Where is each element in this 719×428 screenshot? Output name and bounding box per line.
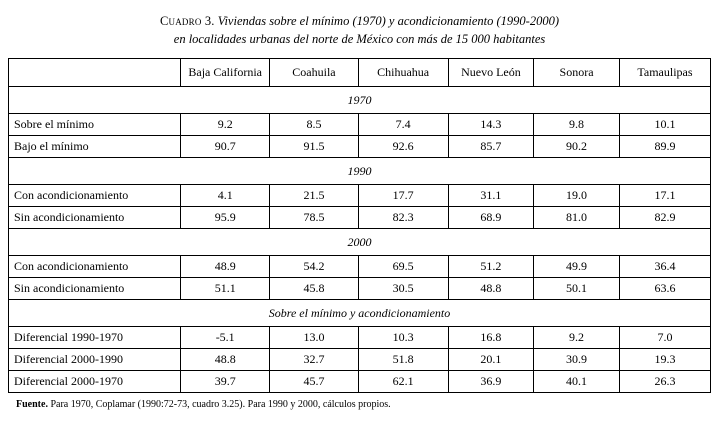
table-cell: 40.1 <box>534 371 620 393</box>
table-row <box>9 278 711 300</box>
table-cell: 51.1 <box>180 278 269 300</box>
table-row <box>9 327 711 349</box>
table-cell: 68.9 <box>448 207 533 229</box>
table-cell: 19.0 <box>534 185 620 207</box>
row-label: Sin acondicionamiento <box>9 207 181 229</box>
table-cell: 30.5 <box>358 278 448 300</box>
table-cell: 9.8 <box>534 114 620 136</box>
section-header-row <box>9 229 711 256</box>
table-cell: 45.8 <box>270 278 358 300</box>
table-cell: 89.9 <box>619 136 710 158</box>
table-cell: 17.1 <box>619 185 710 207</box>
row-label: Bajo el mínimo <box>9 136 181 158</box>
table-cell: 81.0 <box>534 207 620 229</box>
column-header-nuevo-leon: Nuevo León <box>448 59 533 87</box>
column-header-baja-california: Baja California <box>180 59 269 87</box>
table-cell: 19.3 <box>619 349 710 371</box>
table-cell: 31.1 <box>448 185 533 207</box>
column-header-sonora: Sonora <box>534 59 620 87</box>
source-label: Fuente. <box>16 399 48 411</box>
section-title-1970: 1970 <box>9 87 711 114</box>
column-header-coahuila: Coahuila <box>270 59 358 87</box>
row-label: Con acondicionamiento <box>9 256 181 278</box>
table-cell: 8.5 <box>270 114 358 136</box>
row-label: Diferencial 2000-1990 <box>9 349 181 371</box>
table-row <box>9 207 711 229</box>
table-row <box>9 256 711 278</box>
table-row <box>9 185 711 207</box>
section-header-row <box>9 158 711 185</box>
table-corner-cell <box>9 59 181 87</box>
table-cell: 39.7 <box>180 371 269 393</box>
table-caption <box>8 12 711 48</box>
table-cell: 7.0 <box>619 327 710 349</box>
row-label: Sobre el mínimo <box>9 114 181 136</box>
table-row <box>9 371 711 393</box>
table-cell: 20.1 <box>448 349 533 371</box>
table-cell: 17.7 <box>358 185 448 207</box>
row-label: Con acondicionamiento <box>9 185 181 207</box>
table-cell: 13.0 <box>270 327 358 349</box>
caption-line2: en localidades urbanas del norte de México con más de 15 000 habitantes <box>173 32 546 47</box>
data-table <box>8 58 711 393</box>
table-cell: 78.5 <box>270 207 358 229</box>
table-cell: 9.2 <box>180 114 269 136</box>
table-cell: 90.7 <box>180 136 269 158</box>
table-cell: 10.3 <box>358 327 448 349</box>
table-cell: 51.2 <box>448 256 533 278</box>
table-row <box>9 136 711 158</box>
table-cell: 7.4 <box>358 114 448 136</box>
table-row <box>9 349 711 371</box>
table-cell: 82.3 <box>358 207 448 229</box>
table-cell: 63.6 <box>619 278 710 300</box>
table-cell: 49.9 <box>534 256 620 278</box>
table-cell: 51.8 <box>358 349 448 371</box>
table-cell: 54.2 <box>270 256 358 278</box>
table-cell: 85.7 <box>448 136 533 158</box>
column-header-tamaulipas: Tamaulipas <box>619 59 710 87</box>
row-label: Diferencial 1990-1970 <box>9 327 181 349</box>
table-cell: 62.1 <box>358 371 448 393</box>
table-cell: 14.3 <box>448 114 533 136</box>
table-cell: 9.2 <box>534 327 620 349</box>
table-cell: 48.8 <box>180 349 269 371</box>
table-cell: 91.5 <box>270 136 358 158</box>
table-cell: 4.1 <box>180 185 269 207</box>
column-header-chihuahua: Chihuahua <box>358 59 448 87</box>
source-text: Para 1970, Coplamar (1990:72-73, cuadro 3.25). Para 1990 y 2000, cálculos propios. <box>50 399 391 411</box>
table-cell: 26.3 <box>619 371 710 393</box>
table-cell: 32.7 <box>270 349 358 371</box>
section-title-2000: 2000 <box>9 229 711 256</box>
table-cell: 82.9 <box>619 207 710 229</box>
table-cell: 90.2 <box>534 136 620 158</box>
table-cell: 95.9 <box>180 207 269 229</box>
table-source-note <box>16 399 703 410</box>
caption-label: Cuadro 3. <box>159 14 215 28</box>
table-cell: 48.9 <box>180 256 269 278</box>
table-row <box>9 114 711 136</box>
table-cell: 69.5 <box>358 256 448 278</box>
table-cell: 10.1 <box>619 114 710 136</box>
table-cell: 48.8 <box>448 278 533 300</box>
table-cell: 36.9 <box>448 371 533 393</box>
section-header-row <box>9 87 711 114</box>
table-cell: 92.6 <box>358 136 448 158</box>
table-cell: 45.7 <box>270 371 358 393</box>
row-label: Sin acondicionamiento <box>9 278 181 300</box>
table-cell: 36.4 <box>619 256 710 278</box>
table-cell: 21.5 <box>270 185 358 207</box>
section-header-row <box>9 300 711 327</box>
section-title-diferencial: Sobre el mínimo y acondicionamiento <box>9 300 711 327</box>
table-header-row <box>9 59 711 87</box>
table-cell: 30.9 <box>534 349 620 371</box>
caption-line1: Viviendas sobre el mínimo (1970) y acondicionamiento (1990-2000) <box>217 14 559 28</box>
table-cell: 50.1 <box>534 278 620 300</box>
table-cell: -5.1 <box>180 327 269 349</box>
row-label: Diferencial 2000-1970 <box>9 371 181 393</box>
table-cell: 16.8 <box>448 327 533 349</box>
section-title-1990: 1990 <box>9 158 711 185</box>
